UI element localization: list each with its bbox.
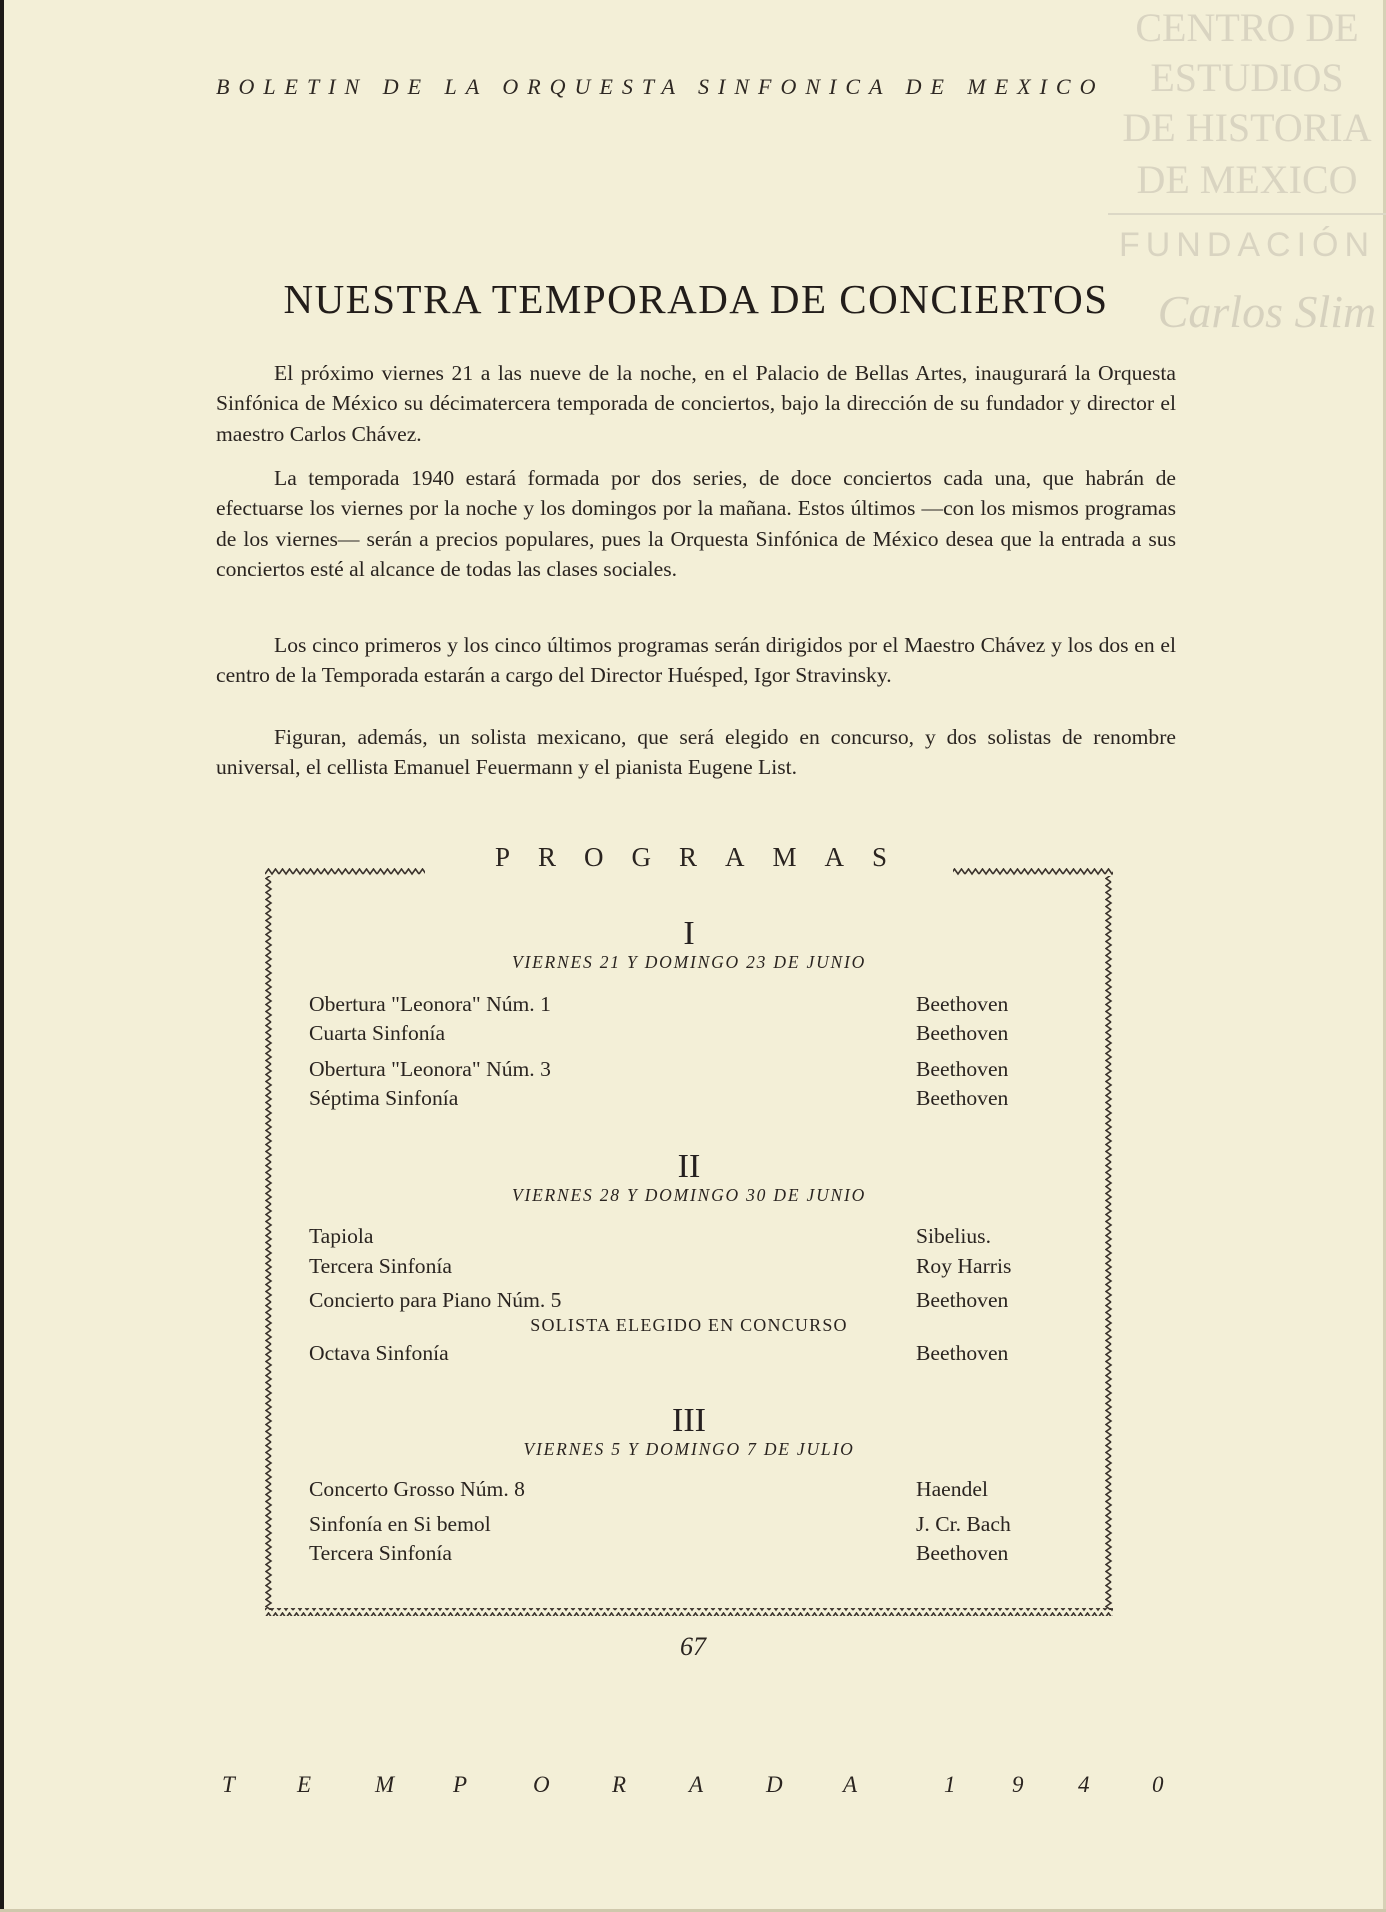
program-work: [309, 1341, 1069, 1371]
watermark-line: DE HISTORIA: [1122, 105, 1372, 150]
work-composer: Beethoven: [916, 1086, 1009, 1110]
work-title: Octava Sinfonía: [309, 1341, 449, 1365]
article-paragraph: La temporada 1940 estará formada por dos series, de doce conciertos cada una, que habrán de efectuarse los viernes por la noche y los domingos por la mañana. Estos últimos —con los mismos programas de los viernes— serán a precios populares, pues la Orquesta Sinfónica de México desea que la entrada a sus conciertos esté al alcance de todas las clases sociales.: [216, 466, 1176, 581]
work-title: Obertura "Leonora" Núm. 1: [309, 992, 551, 1016]
program-work: [309, 1057, 1069, 1087]
footer-letter: R: [612, 1772, 627, 1797]
watermark-line: CENTRO DE: [1135, 5, 1359, 50]
footer-letter: T: [222, 1772, 235, 1797]
watermark-line: DE MEXICO: [1136, 157, 1358, 202]
work-title: Tercera Sinfonía: [309, 1254, 452, 1278]
article-paragraph: Figuran, además, un solista mexicano, que será elegido en concurso, y dos solistas de renombre universal, el cellista Emanuel Feuermann y el pianista Eugene List.: [216, 725, 1176, 780]
footer-letter: 0: [1152, 1772, 1164, 1797]
work-title: Séptima Sinfonía: [309, 1086, 459, 1110]
watermark-fundacion: FUNDACIÓN: [1118, 226, 1376, 264]
work-composer: Beethoven: [916, 1341, 1009, 1365]
work-title: Concierto para Piano Núm. 5: [309, 1288, 562, 1312]
program-work: [309, 1288, 1069, 1318]
work-title: Obertura "Leonora" Núm. 3: [309, 1057, 551, 1081]
footer-letter: P: [453, 1772, 468, 1797]
programs-heading: PROGRAMAS: [494, 842, 916, 872]
footer-letter: E: [297, 1772, 312, 1797]
program-work: [309, 992, 1069, 1022]
program-work: [309, 1021, 1069, 1051]
work-composer: Beethoven: [916, 1541, 1009, 1565]
program-numeral: I: [683, 915, 695, 952]
footer-letter: M: [375, 1772, 395, 1797]
footer-letter: 9: [1012, 1772, 1024, 1797]
work-title: Sinfonía en Si bemol: [309, 1512, 491, 1536]
footer-letter: 4: [1078, 1772, 1090, 1797]
program-work: [309, 1512, 1069, 1542]
program-dates: VIERNES 21 Y DOMINGO 23 DE JUNIO: [511, 952, 867, 972]
program-dates: VIERNES 28 Y DOMINGO 30 DE JUNIO: [511, 1185, 867, 1205]
program-work: [309, 1541, 1069, 1571]
work-composer: Beethoven: [916, 1057, 1009, 1081]
work-title: Cuarta Sinfonía: [309, 1021, 446, 1045]
work-composer: Sibelius.: [916, 1224, 991, 1248]
program-work: [309, 1086, 1069, 1116]
work-title: Tercera Sinfonía: [309, 1541, 452, 1565]
article-title: NUESTRA TEMPORADA DE CONCIERTOS: [283, 276, 1109, 322]
article-paragraph: Los cinco primeros y los cinco últimos programas serán dirigidos por el Maestro Chávez y los dos en el centro de la Temporada estarán a cargo del Director Huésped, Igor Stravinsky.: [216, 633, 1176, 688]
footer-letter: O: [533, 1772, 550, 1797]
work-composer: J. Cr. Bach: [916, 1512, 1011, 1536]
program-numeral: II: [677, 1148, 701, 1185]
work-composer: Haendel: [916, 1477, 988, 1501]
running-header: BOLETIN DE LA ORQUESTA SINFONICA DE MEXICO: [216, 74, 1105, 99]
work-composer: Beethoven: [916, 1288, 1009, 1312]
soloist-note: SOLISTA ELEGIDO EN CONCURSO: [530, 1315, 848, 1335]
page-edge: [0, 0, 4, 1912]
page-number: 67: [680, 1632, 706, 1661]
program-dates: VIERNES 5 Y DOMINGO 7 DE JULIO: [523, 1439, 855, 1459]
footer-letter: D: [766, 1772, 783, 1797]
watermark-line: ESTUDIOS: [1150, 55, 1344, 100]
article-paragraph: El próximo viernes 21 a las nueve de la noche, en el Palacio de Bellas Artes, inaugurará la Orquesta Sinfónica de México su décimatercera temporada de conciertos, bajo la dirección de su fundador y director el maestro Carlos Chávez.: [216, 361, 1176, 446]
footer-letter: A: [689, 1772, 704, 1797]
work-title: Concerto Grosso Núm. 8: [309, 1477, 525, 1501]
work-composer: Beethoven: [916, 1021, 1009, 1045]
work-composer: Roy Harris: [916, 1254, 1012, 1278]
work-title: Tapiola: [309, 1224, 374, 1248]
program-work: [309, 1477, 1069, 1507]
work-composer: Beethoven: [916, 992, 1009, 1016]
footer-letter: 1: [944, 1772, 956, 1797]
watermark-signature: Carlos Slim: [1157, 286, 1377, 337]
program-numeral: III: [672, 1402, 706, 1439]
footer-letter: A: [843, 1772, 858, 1797]
program-work: [309, 1224, 1069, 1254]
watermark-rule: [1108, 213, 1386, 215]
program-work: [309, 1254, 1069, 1284]
